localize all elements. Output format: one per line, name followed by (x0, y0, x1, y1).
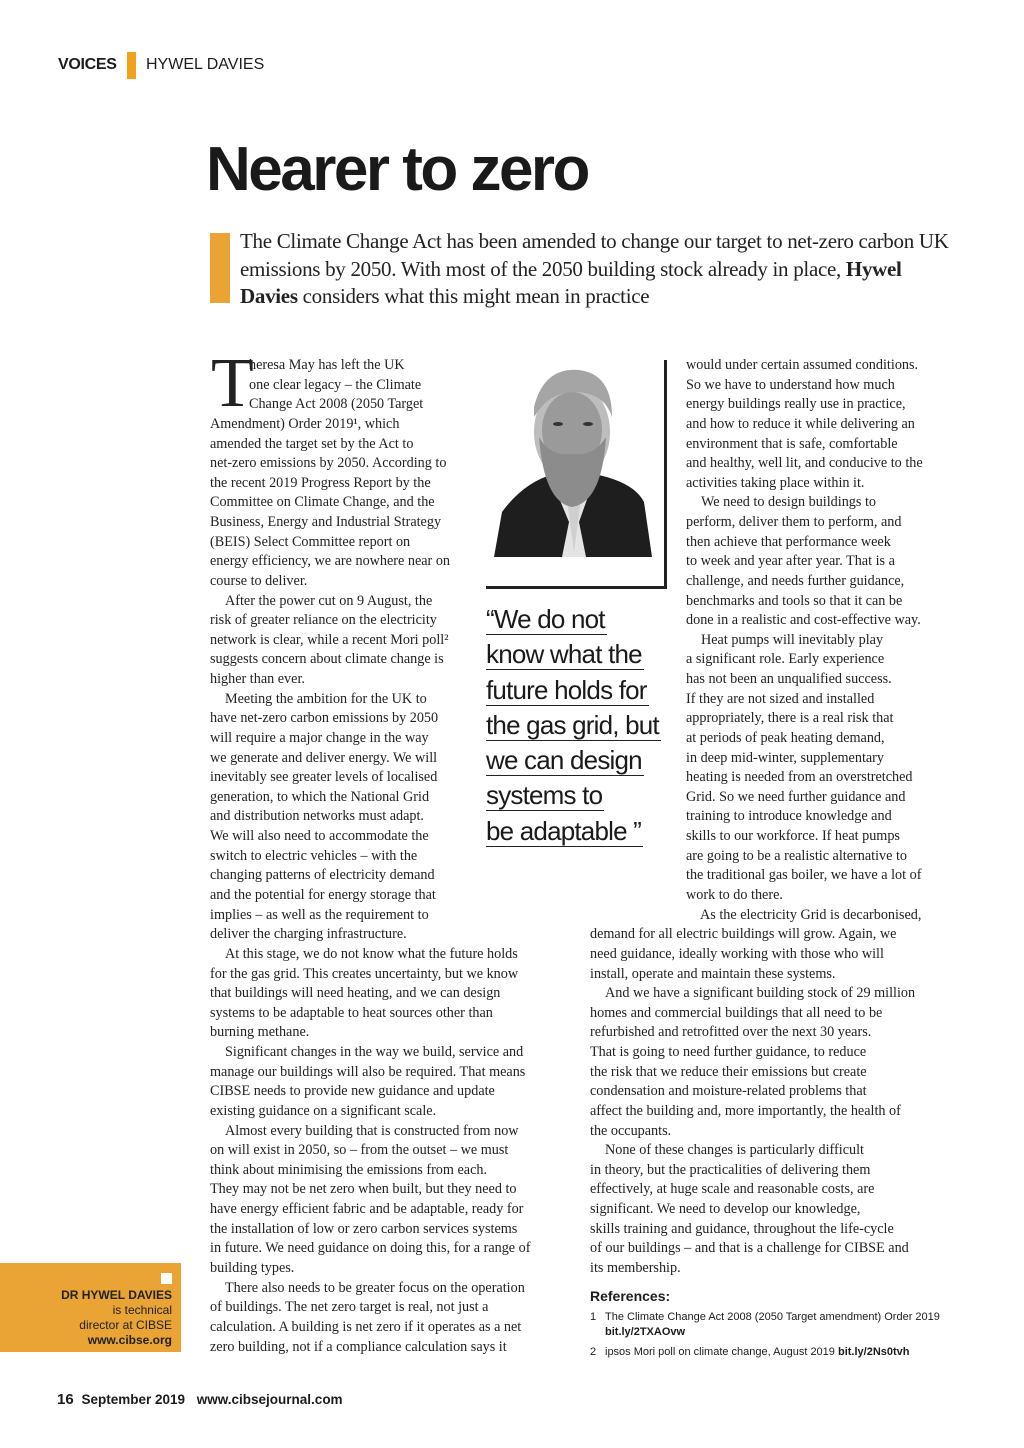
pull-quote-line: systems to (486, 780, 603, 811)
body-text-line: building types. (210, 1259, 295, 1276)
reference-link[interactable]: bit.ly/2Ns0tvh (837, 1346, 910, 1358)
body-text-line: done in a realistic and cost-effective way. (686, 612, 921, 629)
end-mark-icon (161, 1273, 172, 1284)
reference-item (590, 1345, 950, 1360)
body-text-line: homes and commercial buildings that all need to be (590, 1004, 883, 1021)
header-author: HYWEL DAVIES (146, 56, 265, 73)
body-text-line: generation, to which the National Grid (210, 788, 430, 805)
body-text-line: the installation of low or zero carbon services systems (210, 1220, 518, 1237)
pull-quote-line: the gas grid, but (486, 709, 659, 740)
pull-quote-line: future holds for (486, 674, 647, 705)
body-text-line: in theory, but the practicalities of delivering them (590, 1161, 871, 1178)
body-text-line: need guidance, ideally working with those who will (590, 945, 884, 962)
article-title: Nearer to zero (206, 135, 588, 204)
body-text-line: burning methane. (210, 1024, 310, 1041)
body-text-line: (BEIS) Select Committee report on (210, 533, 411, 550)
body-text-line: Grid. So we need further guidance and (686, 788, 906, 805)
body-text-line: zero building, not if a compliance calculation says it (210, 1338, 507, 1355)
body-text-line: Change Act 2008 (2050 Target (249, 396, 424, 413)
body-text-line: to week and year after year. That is a (686, 553, 895, 570)
body-text-line: think about minimising the emissions from each. (210, 1161, 488, 1178)
body-text-line: systems to be adaptable to heat sources other than (210, 1004, 493, 1021)
body-text-line: significant. We need to develop our knowledge, (590, 1201, 861, 1218)
body-text-line: So we have to understand how much (686, 376, 895, 393)
body-text-line: of buildings. The net zero target is real, not just a (210, 1299, 489, 1316)
body-text-line: At this stage, we do not know what the future holds (225, 945, 518, 962)
body-text-line: If they are not sized and installed (686, 690, 875, 707)
reference-link[interactable]: bit.ly/2TXAOvw (605, 1326, 686, 1338)
standfirst-text: The Climate Change Act has been amended to change our target to net-zero carbon UK emissions by 2050. With most of the 2050 building stock already in place, (240, 229, 949, 281)
body-text-line: suggests concern about climate change is (210, 651, 444, 668)
body-text-line: the occupants. (590, 1122, 672, 1139)
body-text-line: for the gas grid. This creates uncertainty, but we know (210, 965, 519, 982)
body-text-line: environment that is safe, comfortable (686, 435, 898, 452)
body-text-line: a significant role. Early experience (686, 651, 885, 668)
body-text-line: calculation. A building is net zero if it operates as a net (210, 1318, 522, 1335)
body-text-line: We will also need to accommodate the (210, 828, 429, 845)
body-text-line: one clear legacy – the Climate (249, 376, 422, 393)
body-text-line: energy efficiency, we are nowhere near on (210, 553, 451, 570)
body-text-line: heating is needed from an overstretched (686, 769, 913, 786)
author-box (0, 1263, 181, 1352)
body-text-line: are going to be a realistic alternative to (686, 847, 907, 864)
body-text-line: affect the building and, more importantly, the health of (590, 1102, 901, 1119)
author-website-link[interactable]: www.cibse.org (87, 1333, 172, 1347)
author-photo (494, 362, 652, 557)
body-text-line: skills training and guidance, throughout the life-cycle (590, 1220, 894, 1237)
photo-frame-line (486, 586, 667, 589)
reference-text: The Climate Change Act 2008 (2050 Target amendment) Order 2019 (605, 1311, 940, 1323)
pull-quote-line: know what the (486, 639, 642, 670)
page-number: 16 (57, 1391, 74, 1408)
body-text-line: of our buildings – and that is a challenge for CIBSE and (590, 1240, 909, 1257)
body-text-line: That is going to need further guidance, to reduce (590, 1044, 867, 1061)
standfirst (240, 228, 960, 311)
body-text-line: changing patterns of electricity demand (210, 867, 435, 884)
standfirst-bar (210, 233, 230, 303)
body-text-line: existing guidance on a significant scale. (210, 1102, 437, 1119)
body-text-line: in future. We need guidance on doing this, for a range of (210, 1240, 531, 1257)
body-text-line: Meeting the ambition for the UK to (225, 690, 427, 707)
body-text-line: None of these changes is particularly difficult (605, 1142, 864, 1159)
body-text-line: There also needs to be greater focus on the operation (225, 1279, 525, 1296)
body-text-line: the traditional gas boiler, we have a lot of (686, 867, 922, 884)
body-text-line: net-zero emissions by 2050. According to (210, 455, 447, 472)
body-text-line: heresa May has left the UK (249, 357, 405, 373)
references-heading: References: (590, 1288, 671, 1304)
body-text-line: that buildings will need heating, and we can design (210, 985, 501, 1002)
body-text-line: the risk that we reduce their emissions but create (590, 1063, 867, 1080)
body-text-line: They may not be net zero when built, but they need to (210, 1181, 517, 1198)
pull-quote-line: we can design (486, 745, 642, 776)
author-name: DR HYWEL DAVIES (61, 1288, 172, 1302)
body-text-line: refurbished and retrofitted over the next 30 years. (590, 1024, 872, 1041)
body-text-line: amended the target set by the Act to (210, 435, 414, 452)
body-text-line: the recent 2019 Progress Report by the (210, 474, 431, 491)
drop-cap: T (211, 345, 254, 422)
issue-date: September 2019 (81, 1392, 186, 1407)
body-text-line: demand for all electric buildings will grow. Again, we (590, 926, 897, 943)
body-text-line: its membership. (590, 1259, 681, 1276)
reference-number: 2 (590, 1346, 597, 1358)
pull-quote-line: be adaptable ” (486, 815, 642, 846)
body-text-line: Amendment) Order 2019¹, which (210, 415, 400, 432)
body-text-line: energy buildings really use in practice, (686, 396, 906, 413)
body-text-line: in deep mid-winter, supplementary (686, 749, 885, 766)
footer-website-link[interactable]: www.cibsejournal.com (196, 1392, 343, 1407)
body-text-line: on will exist in 2050, so – from the outset – we must (210, 1142, 509, 1159)
body-text-line: Committee on Climate Change, and the (210, 494, 435, 511)
body-text-line: condensation and moisture-related problems that (590, 1083, 867, 1100)
body-text-line: and distribution networks must adapt. (210, 808, 424, 825)
body-text-line: After the power cut on 9 August, the (225, 592, 433, 609)
body-text-line: Business, Energy and Industrial Strategy (210, 514, 442, 531)
section-divider (127, 52, 136, 79)
body-text-line: deliver the charging infrastructure. (210, 926, 407, 943)
body-text-line: have net-zero carbon emissions by 2050 (210, 710, 439, 727)
body-text-line: install, operate and maintain these systems. (590, 965, 836, 982)
body-text-line: and the potential for energy storage that (210, 887, 436, 903)
author-role: director at CIBSE (79, 1318, 172, 1332)
body-text-line: would under certain assumed conditions. (686, 357, 919, 373)
body-text-line: Almost every building that is constructed from now (225, 1122, 519, 1139)
body-text-line: work to do there. (686, 887, 783, 903)
pull-quote (486, 604, 661, 851)
body-text-line: higher than ever. (210, 671, 305, 688)
body-text-line: manage our buildings will also be required. That means (210, 1063, 526, 1080)
body-text-line: we generate and deliver energy. We will (210, 749, 438, 766)
section-label: VOICES (58, 56, 117, 73)
standfirst-text-end: considers what this might mean in practice (297, 284, 650, 309)
page-footer (57, 1391, 343, 1408)
references (590, 1288, 950, 1365)
reference-text: ipsos Mori poll on climate change, August 2019 (605, 1346, 838, 1358)
body-text-line: and healthy, well lit, and conducive to the (686, 455, 923, 472)
body-text-line: And we have a significant building stock of 29 million (605, 985, 916, 1002)
body-text-line: challenge, and needs further guidance, (686, 572, 905, 589)
body-text-line: CIBSE needs to provide new guidance and update (210, 1083, 495, 1100)
reference-number: 1 (590, 1311, 597, 1323)
body-text-line: benchmarks and tools so that it can be (686, 592, 903, 609)
body-text-line: perform, deliver them to perform, and (686, 514, 902, 531)
body-text-line: training to introduce knowledge and (686, 808, 892, 825)
body-text-line: As the electricity Grid is decarbonised, (700, 906, 922, 923)
body-text-line: Significant changes in the way we build, service and (225, 1044, 524, 1061)
pull-quote-line: “We do not (486, 604, 605, 634)
body-text-line: skills to our workforce. If heat pumps (686, 828, 900, 845)
body-text-line: has not been an unqualified success. (686, 671, 892, 688)
photo-frame-line (664, 360, 667, 589)
body-text-line: will require a major change in the way (210, 729, 429, 746)
standfirst-author: Hywel Davies (240, 256, 902, 309)
body-text-line: effectively, at huge scale and reasonable costs, are (590, 1181, 875, 1198)
author-role: is technical (112, 1303, 172, 1317)
body-text-line: implies – as well as the requirement to (210, 906, 429, 923)
body-text-line: inevitably see greater levels of localised (210, 769, 438, 786)
body-text-line: activities taking place within it. (686, 474, 865, 491)
body-text-line: appropriately, there is a real risk that (686, 710, 894, 727)
body-text-line: network is clear, while a recent Mori poll² (210, 631, 449, 648)
body-text-line: Heat pumps will inevitably play (701, 631, 884, 648)
body-text-line: then achieve that performance week (686, 533, 891, 550)
body-text-line: switch to electric vehicles – with the (210, 847, 418, 864)
body-text-line: have energy efficient fabric and be adaptable, ready for (210, 1201, 524, 1218)
reference-item (590, 1310, 950, 1340)
body-text-line: risk of greater reliance on the electricity (210, 612, 437, 629)
body-text-line: at periods of peak heating demand, (686, 729, 885, 746)
body-text-line: course to deliver. (210, 572, 308, 589)
body-text-line: and how to reduce it while delivering an (686, 415, 915, 432)
body-text-line: We need to design buildings to (701, 494, 876, 511)
